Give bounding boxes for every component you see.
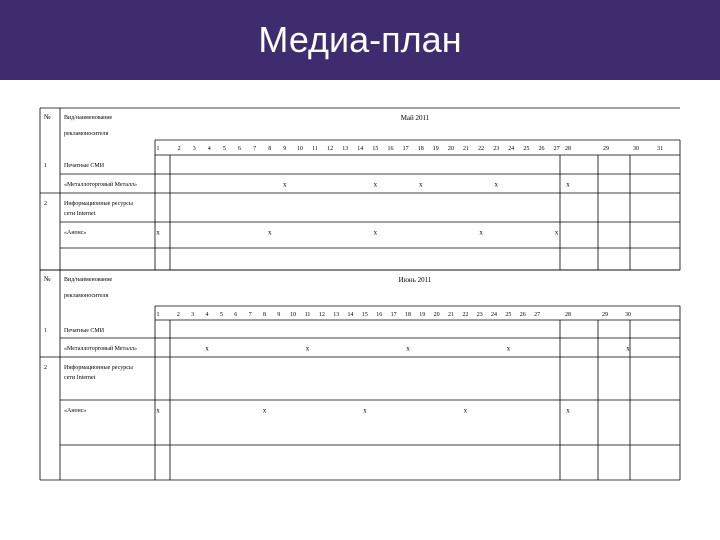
day-number: 25 [523, 146, 530, 152]
schedule-mark: x [494, 180, 498, 189]
day-number: 16 [387, 146, 394, 152]
day-number: 26 [538, 146, 545, 152]
row-label: Информационные ресурсы [64, 201, 133, 207]
day-number: 22 [462, 312, 469, 318]
day-number: 1 [156, 146, 160, 152]
day-number: 10 [296, 146, 303, 152]
day-number: 12 [327, 146, 334, 152]
header-number: № [44, 113, 51, 121]
day-number: 24 [508, 146, 515, 152]
schedule-mark: x [463, 406, 468, 415]
day-number: 10 [290, 312, 297, 318]
day-number: 4 [207, 146, 211, 152]
day-number: 3 [192, 146, 196, 152]
day-number: 31 [657, 146, 663, 152]
day-number: 7 [248, 312, 252, 318]
day-number: 20 [447, 146, 454, 152]
schedule-mark: x [406, 344, 410, 353]
row-number: 1 [44, 328, 47, 334]
day-number: 11 [312, 146, 318, 152]
header-type-label: Вид/наименование [64, 115, 113, 121]
row-label: Печатные СМИ [64, 328, 105, 334]
row-number: 2 [44, 365, 47, 371]
schedule-mark: x [626, 344, 630, 353]
day-number: 16 [376, 312, 383, 318]
day-number: 18 [404, 312, 411, 318]
day-number: 17 [402, 146, 409, 152]
day-number: 19 [432, 146, 439, 152]
day-number: 13 [342, 146, 349, 152]
day-number: 5 [222, 146, 226, 152]
schedule-mark: x [205, 344, 209, 353]
day-number: 12 [318, 312, 325, 318]
month-title: Июнь 2011 [398, 276, 432, 284]
schedule-mark: x [373, 228, 378, 237]
row-label: «Анонс» [64, 408, 87, 414]
row-label: «Анонс» [64, 230, 87, 236]
schedule-mark: x [363, 406, 367, 415]
day-number: 14 [357, 146, 364, 152]
day-number: 9 [283, 146, 287, 152]
day-number: 20 [433, 312, 440, 318]
day-number: 30 [633, 146, 639, 152]
day-number: 21 [448, 312, 454, 318]
day-number: 4 [205, 312, 209, 318]
day-number: 28 [565, 146, 571, 152]
day-number: 5 [219, 312, 223, 318]
day-number: 25 [505, 312, 512, 318]
day-number: 17 [390, 312, 397, 318]
day-number: 26 [519, 312, 526, 318]
day-number: 6 [238, 146, 241, 152]
day-number: 7 [253, 146, 257, 152]
row-label-2: сети Internet [64, 211, 96, 217]
schedule-mark: x [566, 406, 570, 415]
day-number: 2 [176, 312, 180, 318]
day-number: 27 [553, 146, 560, 152]
schedule-mark: x [156, 406, 160, 415]
day-number: 19 [419, 312, 426, 318]
header-type-label: Вид/наименование [64, 277, 113, 283]
day-number: 29 [602, 312, 608, 318]
day-number: 30 [625, 312, 631, 318]
header-type-label-2: рекламоносителя [64, 131, 109, 137]
row-label: Печатные СМИ [64, 163, 105, 169]
schedule-mark: x [283, 180, 287, 189]
schedule-mark: x [554, 228, 559, 237]
day-number: 15 [361, 312, 368, 318]
row-number: 1 [44, 163, 47, 169]
schedule-mark: x [267, 228, 272, 237]
day-number: 8 [262, 312, 266, 318]
day-number: 1 [156, 312, 160, 318]
day-number: 3 [191, 312, 195, 318]
row-label: «Металлоторговый Металл» [64, 182, 137, 188]
day-number: 21 [463, 146, 469, 152]
schedule-mark: x [506, 344, 511, 353]
page-title: Медиа-план [258, 19, 462, 60]
day-number: 27 [534, 312, 541, 318]
day-number: 14 [347, 312, 354, 318]
day-number: 8 [268, 146, 272, 152]
day-number: 6 [234, 312, 238, 318]
day-number: 23 [493, 146, 500, 152]
schedule-mark: x [566, 180, 570, 189]
row-number: 2 [44, 201, 47, 207]
day-number: 11 [304, 312, 311, 318]
day-number: 13 [333, 312, 340, 318]
day-number: 15 [372, 146, 379, 152]
header-type-label-2: рекламоносителя [64, 293, 109, 299]
day-number: 2 [177, 146, 181, 152]
row-label: «Металлоторговый Металл» [64, 346, 137, 352]
schedule-mark: x [373, 180, 378, 189]
row-label: Информационные ресурсы [64, 365, 133, 371]
schedule-mark: x [479, 228, 483, 237]
day-number: 29 [603, 146, 609, 152]
month-title: Май 2011 [400, 114, 430, 122]
day-number: 18 [417, 146, 424, 152]
day-number: 28 [565, 312, 571, 318]
day-number: 23 [476, 312, 483, 318]
row-label-2: сети Internet [64, 375, 96, 381]
day-number: 9 [277, 312, 281, 318]
schedule-mark: x [305, 344, 310, 353]
day-number: 22 [478, 146, 485, 152]
day-number: 24 [491, 312, 498, 318]
schedule-mark: x [156, 228, 160, 237]
header-number: № [44, 275, 51, 283]
schedule-mark: x [418, 180, 423, 189]
schedule-mark: x [262, 406, 267, 415]
